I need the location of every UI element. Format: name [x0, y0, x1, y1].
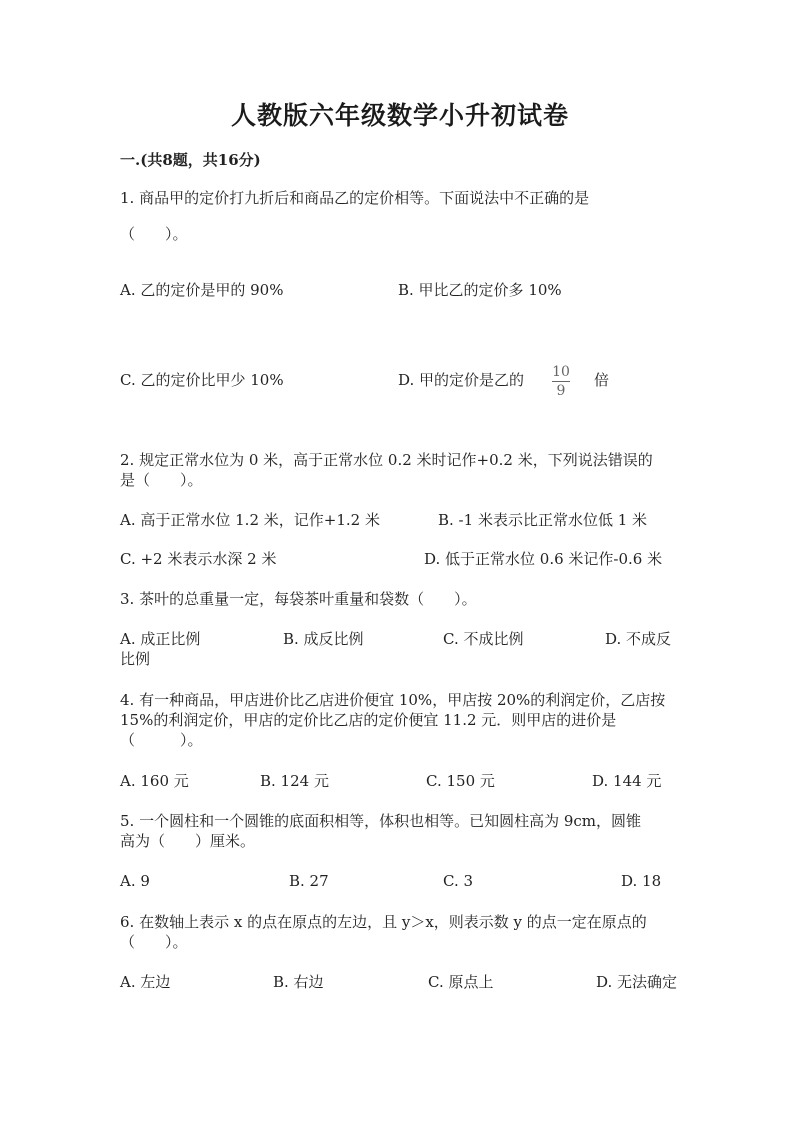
question-6-text-line-2: （ ）。 — [120, 933, 188, 951]
page-title: 人教版六年级数学小升初试卷 — [230, 101, 569, 130]
question-4-option-d: D. 144 元 — [592, 772, 662, 790]
question-2-option-b: B. -1 米表示比正常水位低 1 米 — [438, 511, 648, 529]
question-1-option-d-suffix: 倍 — [594, 371, 610, 389]
question-2-text-line-1: 2. 规定正常水位为 0 米，高于正常水位 0.2 米时记作+0.2 米，下列说法错误的 — [120, 451, 653, 469]
question-3-text-line-1: 3. 茶叶的总重量一定，每袋茶叶重量和袋数（ ）。 — [120, 590, 477, 608]
fraction-bar — [552, 381, 570, 382]
question-4-text-line-3: （ ）。 — [120, 731, 203, 749]
question-3-option-d-wrap: 比例 — [120, 650, 151, 668]
question-2-option-c: C. +2 米表示水深 2 米 — [120, 550, 277, 568]
fraction-numerator: 10 — [552, 364, 570, 380]
question-1-option-b: B. 甲比乙的定价多 10% — [398, 281, 562, 299]
question-6-option-c: C. 原点上 — [428, 973, 494, 991]
question-2-option-a: A. 高于正常水位 1.2 米，记作+1.2 米 — [120, 511, 380, 529]
question-1-fraction — [550, 364, 572, 399]
question-6-option-a: A. 左边 — [120, 973, 171, 991]
question-1-option-d: D. 甲的定价是乙的 — [398, 371, 525, 389]
question-5-option-a: A. 9 — [120, 872, 150, 890]
question-1-text-line-2: （ ）。 — [120, 225, 188, 243]
question-3-option-d: D. 不成反 — [605, 630, 672, 648]
question-2-text-line-2: 是（ ）。 — [120, 471, 203, 489]
question-1-text-line-1: 1. 商品甲的定价打九折后和商品乙的定价相等。下面说法中不正确的是 — [120, 189, 590, 207]
question-5-text-line-1: 5. 一个圆柱和一个圆锥的底面积相等，体积也相等。已知圆柱高为 9cm，圆锥 — [120, 812, 642, 830]
question-3-option-a: A. 成正比例 — [120, 630, 201, 648]
question-1-option-c: C. 乙的定价比甲少 10% — [120, 371, 284, 389]
question-4-text-line-2: 15%的利润定价，甲店的定价比乙店的定价便宜 11.2 元．则甲店的进价是 — [120, 711, 617, 729]
question-6-option-b: B. 右边 — [273, 973, 324, 991]
question-3-option-b: B. 成反比例 — [283, 630, 364, 648]
question-4-option-a: A. 160 元 — [120, 772, 189, 790]
question-6-text-line-1: 6. 在数轴上表示 x 的点在原点的左边，且 y＞x，则表示数 y 的点一定在原点的 — [120, 913, 647, 931]
question-6-option-d: D. 无法确定 — [596, 973, 678, 991]
question-5-option-c: C. 3 — [443, 872, 474, 890]
question-4-option-c: C. 150 元 — [426, 772, 495, 790]
section-heading: 一.(共8题，共16分) — [120, 151, 261, 169]
question-4-text-line-1: 4. 有一种商品，甲店进价比乙店进价便宜 10%，甲店按 20%的利润定价，乙店按 — [120, 691, 666, 709]
question-1-option-a: A. 乙的定价是甲的 90% — [120, 281, 284, 299]
question-5-text-line-2: 高为（ ）厘米。 — [120, 832, 256, 850]
fraction-denominator: 9 — [556, 383, 566, 399]
question-2-option-d: D. 低于正常水位 0.6 米记作-0.6 米 — [424, 550, 663, 568]
question-5-option-d: D. 18 — [621, 872, 662, 890]
question-5-option-b: B. 27 — [289, 872, 329, 890]
question-4-option-b: B. 124 元 — [260, 772, 329, 790]
question-3-option-c: C. 不成比例 — [443, 630, 524, 648]
